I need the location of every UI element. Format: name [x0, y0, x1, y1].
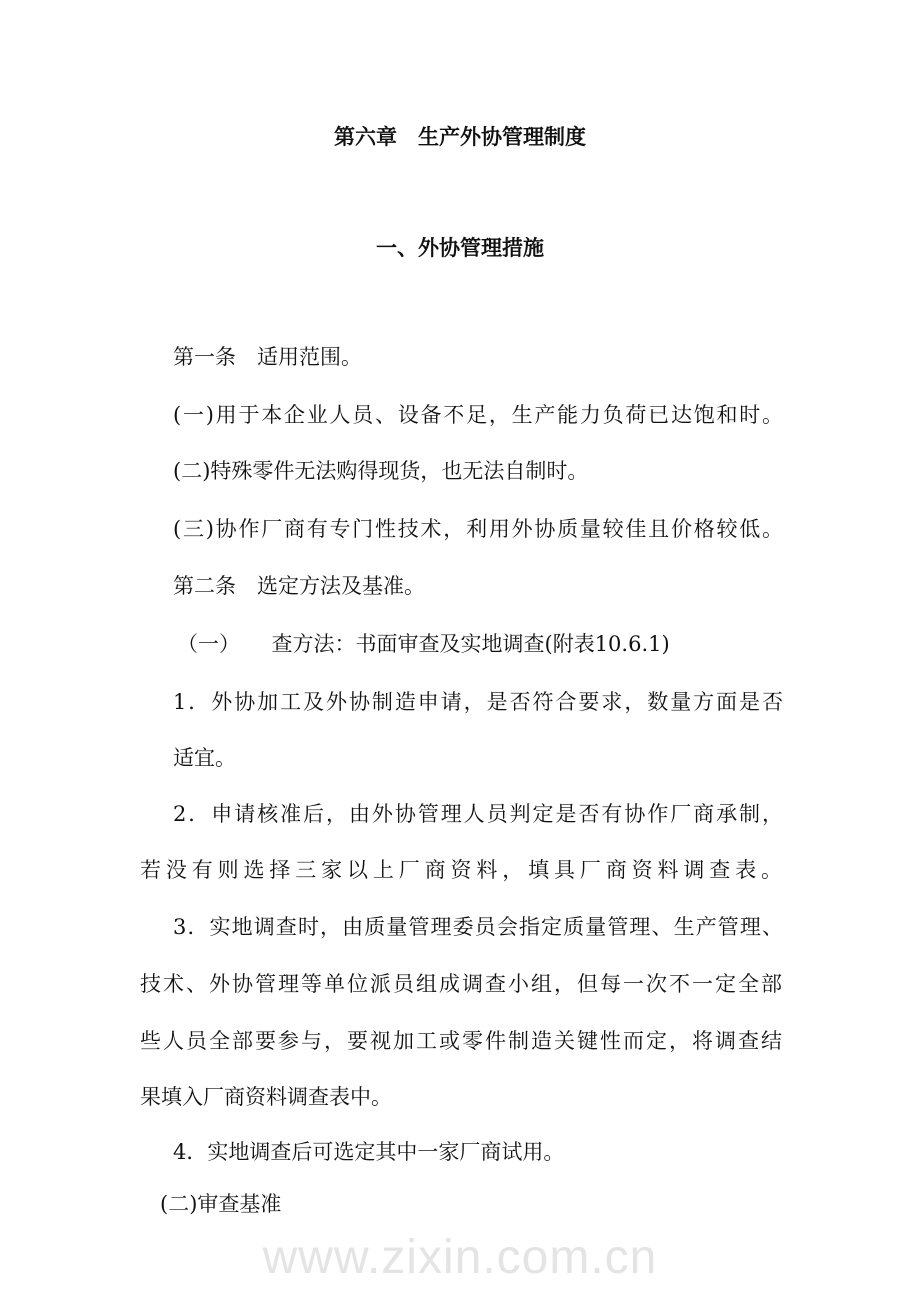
clause-line: 4．实地调查后可选定其中一家厂商试用。	[173, 1140, 565, 1164]
chapter-title: 第六章 生产外协管理制度	[334, 125, 586, 149]
watermark: www.zixin.com.cn	[262, 1231, 658, 1284]
clause-line: (三)协作厂商有专门性技术，利用外协质量较佳且价格较低。	[173, 517, 783, 541]
section-heading: 一、外协管理措施	[376, 236, 544, 260]
clause-line: （一） 查方法：书面审查及实地调查(附表10.6.1)	[177, 632, 670, 656]
clause-line: 若没有则选择三家以上厂商资料，填具厂商资料调查表。	[140, 858, 782, 882]
clause-line: 2．申请核准后，由外协管理人员判定是否有协作厂商承制，	[173, 802, 783, 826]
clause-line: 技术、外协管理等单位派员组成调查小组，但每一次不一定全部	[140, 972, 782, 996]
article-1: 第一条 适用范围。	[173, 345, 362, 369]
clause-line: 适宜。	[173, 746, 236, 770]
clause-line: 3．实地调查时，由质量管理委员会指定质量管理、生产管理、	[173, 915, 783, 939]
clause-line: (二)特殊零件无法购得现货，也无法自制时。	[173, 459, 589, 483]
clause-line: 果填入厂商资料调查表中。	[140, 1085, 392, 1109]
clause-line: (二)审查基准	[160, 1192, 282, 1216]
article-2: 第二条 选定方法及基准。	[173, 574, 425, 598]
clause-line: 些人员全部要参与，要视加工或零件制造关键性而定，将调查结	[140, 1029, 782, 1053]
clause-line: 1．外协加工及外协制造申请，是否符合要求，数量方面是否	[173, 690, 783, 714]
clause-line: (一)用于本企业人员、设备不足，生产能力负荷已达饱和时。	[173, 403, 783, 427]
